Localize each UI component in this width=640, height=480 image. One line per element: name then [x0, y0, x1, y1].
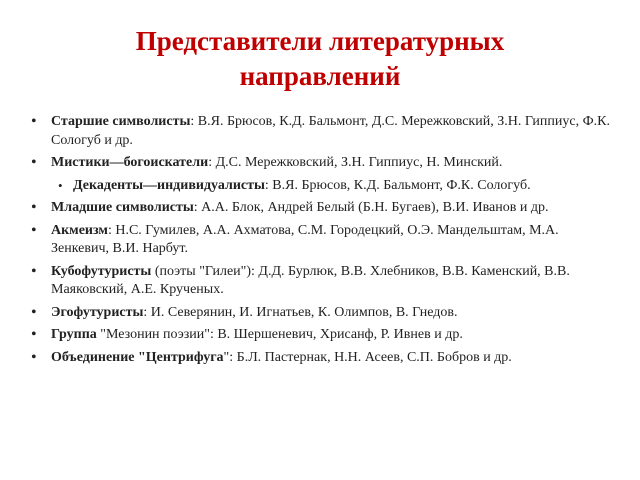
item-text: : В.Я. Брюсов, К.Д. Бальмонт, Д.С. Мережковский, З.Н. Гиппиус, Ф.К. Сологуб и др. — [51, 114, 610, 148]
item-term: Мистики—богоискатели — [51, 155, 209, 170]
item-text: : И. Северянин, И. Игнатьев, К. Олимпов, В. Гнедов. — [143, 304, 458, 320]
item-text: (поэты "Гилеи"): Д.Д. Бурлюк, В.В. Хлебников, В.В. Каменский, В.В. Маяковский, А.Е. Крученых. — [51, 263, 570, 297]
item-term: Группа — [51, 327, 97, 342]
title-line-1: Представители литературных — [135, 26, 505, 56]
item-text: : Д.С. Мережковский, З.Н. Гиппиус, Н. Минский. — [208, 155, 503, 170]
item-term: Кубофутуристы — [51, 263, 152, 279]
sub-list-item — [30, 177, 615, 196]
list-item — [30, 263, 615, 300]
slide-title — [0, 24, 640, 94]
list-item — [30, 113, 615, 150]
item-text: "Мезонин поэзии": В. Шершеневич, Хрисанф, Р. Ивнев и др. — [96, 327, 463, 342]
item-term: Акмеизм — [51, 222, 108, 238]
list-item — [30, 349, 615, 368]
list-item — [30, 199, 615, 218]
list-item — [30, 154, 615, 173]
item-term: Декаденты—индивидуалисты — [73, 177, 265, 193]
list-item — [30, 304, 615, 323]
item-text: : Н.С. Гумилев, А.А. Ахматова, С.М. Городецкий, О.Э. Мандельштам, М.А. Зенкевич, В.И. Нарбут. — [51, 222, 559, 256]
item-text: : В.Я. Брюсов, К.Д. Бальмонт, Ф.К. Сологуб. — [264, 177, 531, 193]
item-text: ": Б.Л. Пастернак, Н.Н. Асеев, С.П. Бобров и др. — [223, 349, 512, 365]
slide-content — [30, 113, 615, 371]
item-term: Объединение "Центрифуга — [51, 349, 224, 365]
bullet-list — [30, 113, 615, 367]
item-term: Младшие символисты — [51, 200, 194, 215]
item-term: Эгофутуристы — [51, 304, 144, 320]
item-term: Старшие символисты — [51, 114, 191, 129]
list-item — [30, 326, 615, 345]
title-line-2: направлений — [239, 61, 401, 91]
list-item — [30, 222, 615, 259]
item-text: : А.А. Блок, Андрей Белый (Б.Н. Бугаев), В.И. Иванов и др. — [193, 200, 549, 215]
